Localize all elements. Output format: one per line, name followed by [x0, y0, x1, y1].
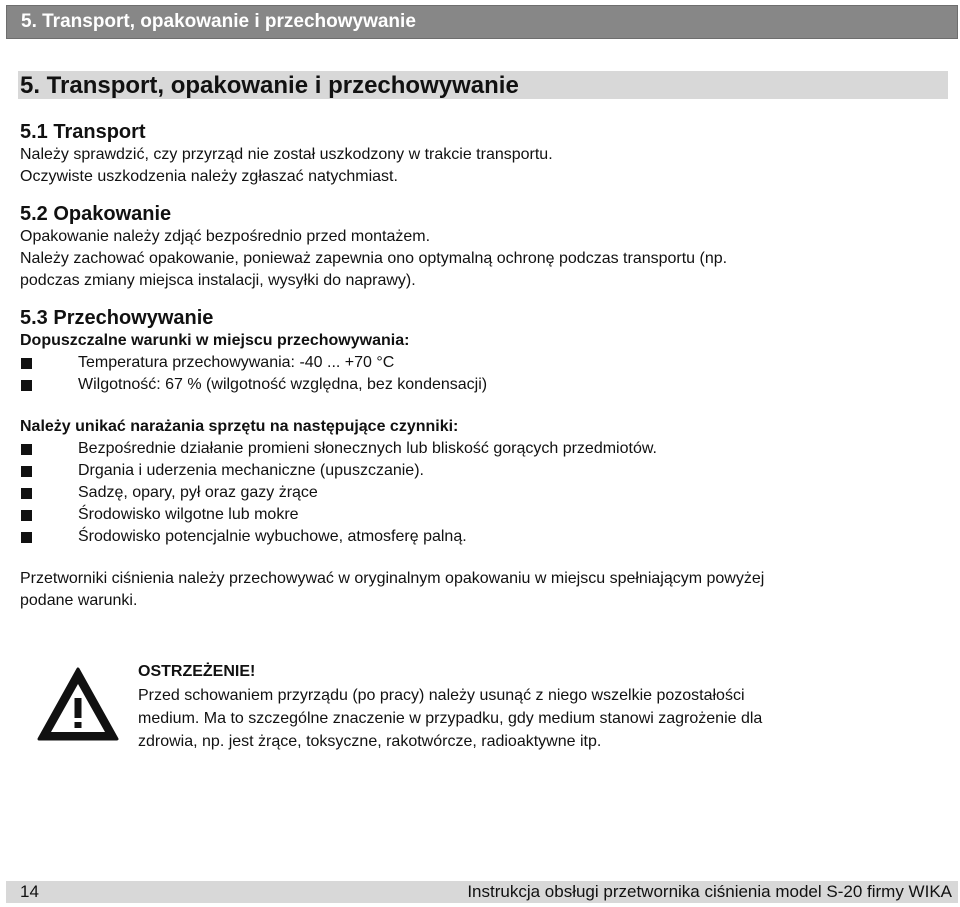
- document-title: Instrukcja obsługi przetwornika ciśnienia model S-20 firmy WIKA: [467, 882, 952, 901]
- warning-line: medium. Ma to szczególne znaczenie w przypadku, gdy medium stanowi zagrożenie dla: [138, 710, 763, 727]
- warning-triangle-icon: [36, 666, 120, 742]
- section-heading: 5.3 Przechowywanie: [20, 307, 214, 329]
- conditions-title: Dopuszczalne warunki w miejscu przechowywania:: [20, 332, 410, 349]
- paragraph-line: podane warunki.: [20, 592, 138, 609]
- warning-title: OSTRZEŻENIE!: [138, 663, 256, 680]
- square-bullet-icon: [21, 488, 32, 499]
- list-item: Środowisko potencjalnie wybuchowe, atmosferę palną.: [20, 526, 945, 548]
- avoid-list: [20, 438, 945, 548]
- section-packaging: [20, 202, 945, 292]
- section-transport: [20, 120, 945, 188]
- square-bullet-icon: [21, 466, 32, 477]
- list-item: Drgania i uderzenia mechaniczne (upuszczanie).: [20, 460, 945, 482]
- paragraph-line: Przetworniki ciśnienia należy przechowywać w oryginalnym opakowaniu w miejscu spełniającym powyżej: [20, 570, 765, 587]
- conditions-list: [20, 352, 945, 396]
- warning-line: zdrowia, np. jest żrące, toksyczne, rakotwórcze, radioaktywne itp.: [138, 733, 602, 750]
- list-item: Wilgotność: 67 % (wilgotność względna, bez kondensacji): [20, 374, 945, 396]
- section-heading: 5.1 Transport: [20, 121, 146, 143]
- avoid-title: Należy unikać narażania sprzętu na następujące czynniki:: [20, 418, 459, 435]
- list-item: Bezpośrednie działanie promieni słonecznych lub bliskość gorących przedmiotów.: [20, 438, 945, 460]
- warning-line: Przed schowaniem przyrządu (po pracy) należy usunąć z niego wszelkie pozostałości: [138, 687, 745, 704]
- square-bullet-icon: [21, 510, 32, 521]
- running-header-title: 5. Transport, opakowanie i przechowywanie: [21, 11, 416, 32]
- page-number: 14: [20, 882, 39, 901]
- list-item: Temperatura przechowywania: -40 ... +70 °C: [20, 352, 945, 374]
- warning-text: [138, 660, 918, 753]
- running-header: [6, 5, 958, 39]
- paragraph-line: Oczywiste uszkodzenia należy zgłaszać natychmiast.: [20, 168, 398, 185]
- list-item: Sadzę, opary, pył oraz gazy żrące: [20, 482, 945, 504]
- page-footer: [6, 881, 958, 903]
- warning-box: [22, 660, 947, 760]
- paragraph-line: podczas zmiany miejsca instalacji, wysyłki do naprawy).: [20, 272, 416, 289]
- paragraph-line: Należy zachować opakowanie, ponieważ zapewnia ono optymalną ochronę podczas transportu (np.: [20, 250, 728, 267]
- square-bullet-icon: [21, 444, 32, 455]
- section-storage: [20, 306, 945, 612]
- square-bullet-icon: [21, 358, 32, 369]
- section-heading: 5.2 Opakowanie: [20, 203, 172, 225]
- paragraph-line: Opakowanie należy zdjąć bezpośrednio przed montażem.: [20, 228, 431, 245]
- square-bullet-icon: [21, 532, 32, 543]
- paragraph-line: Należy sprawdzić, czy przyrząd nie został uszkodzony w trakcie transportu.: [20, 146, 553, 163]
- chapter-title: 5. Transport, opakowanie i przechowywanie: [20, 72, 519, 99]
- square-bullet-icon: [21, 380, 32, 391]
- page-content: [20, 120, 945, 612]
- chapter-heading-bar: [18, 71, 948, 99]
- list-item: Środowisko wilgotne lub mokre: [20, 504, 945, 526]
